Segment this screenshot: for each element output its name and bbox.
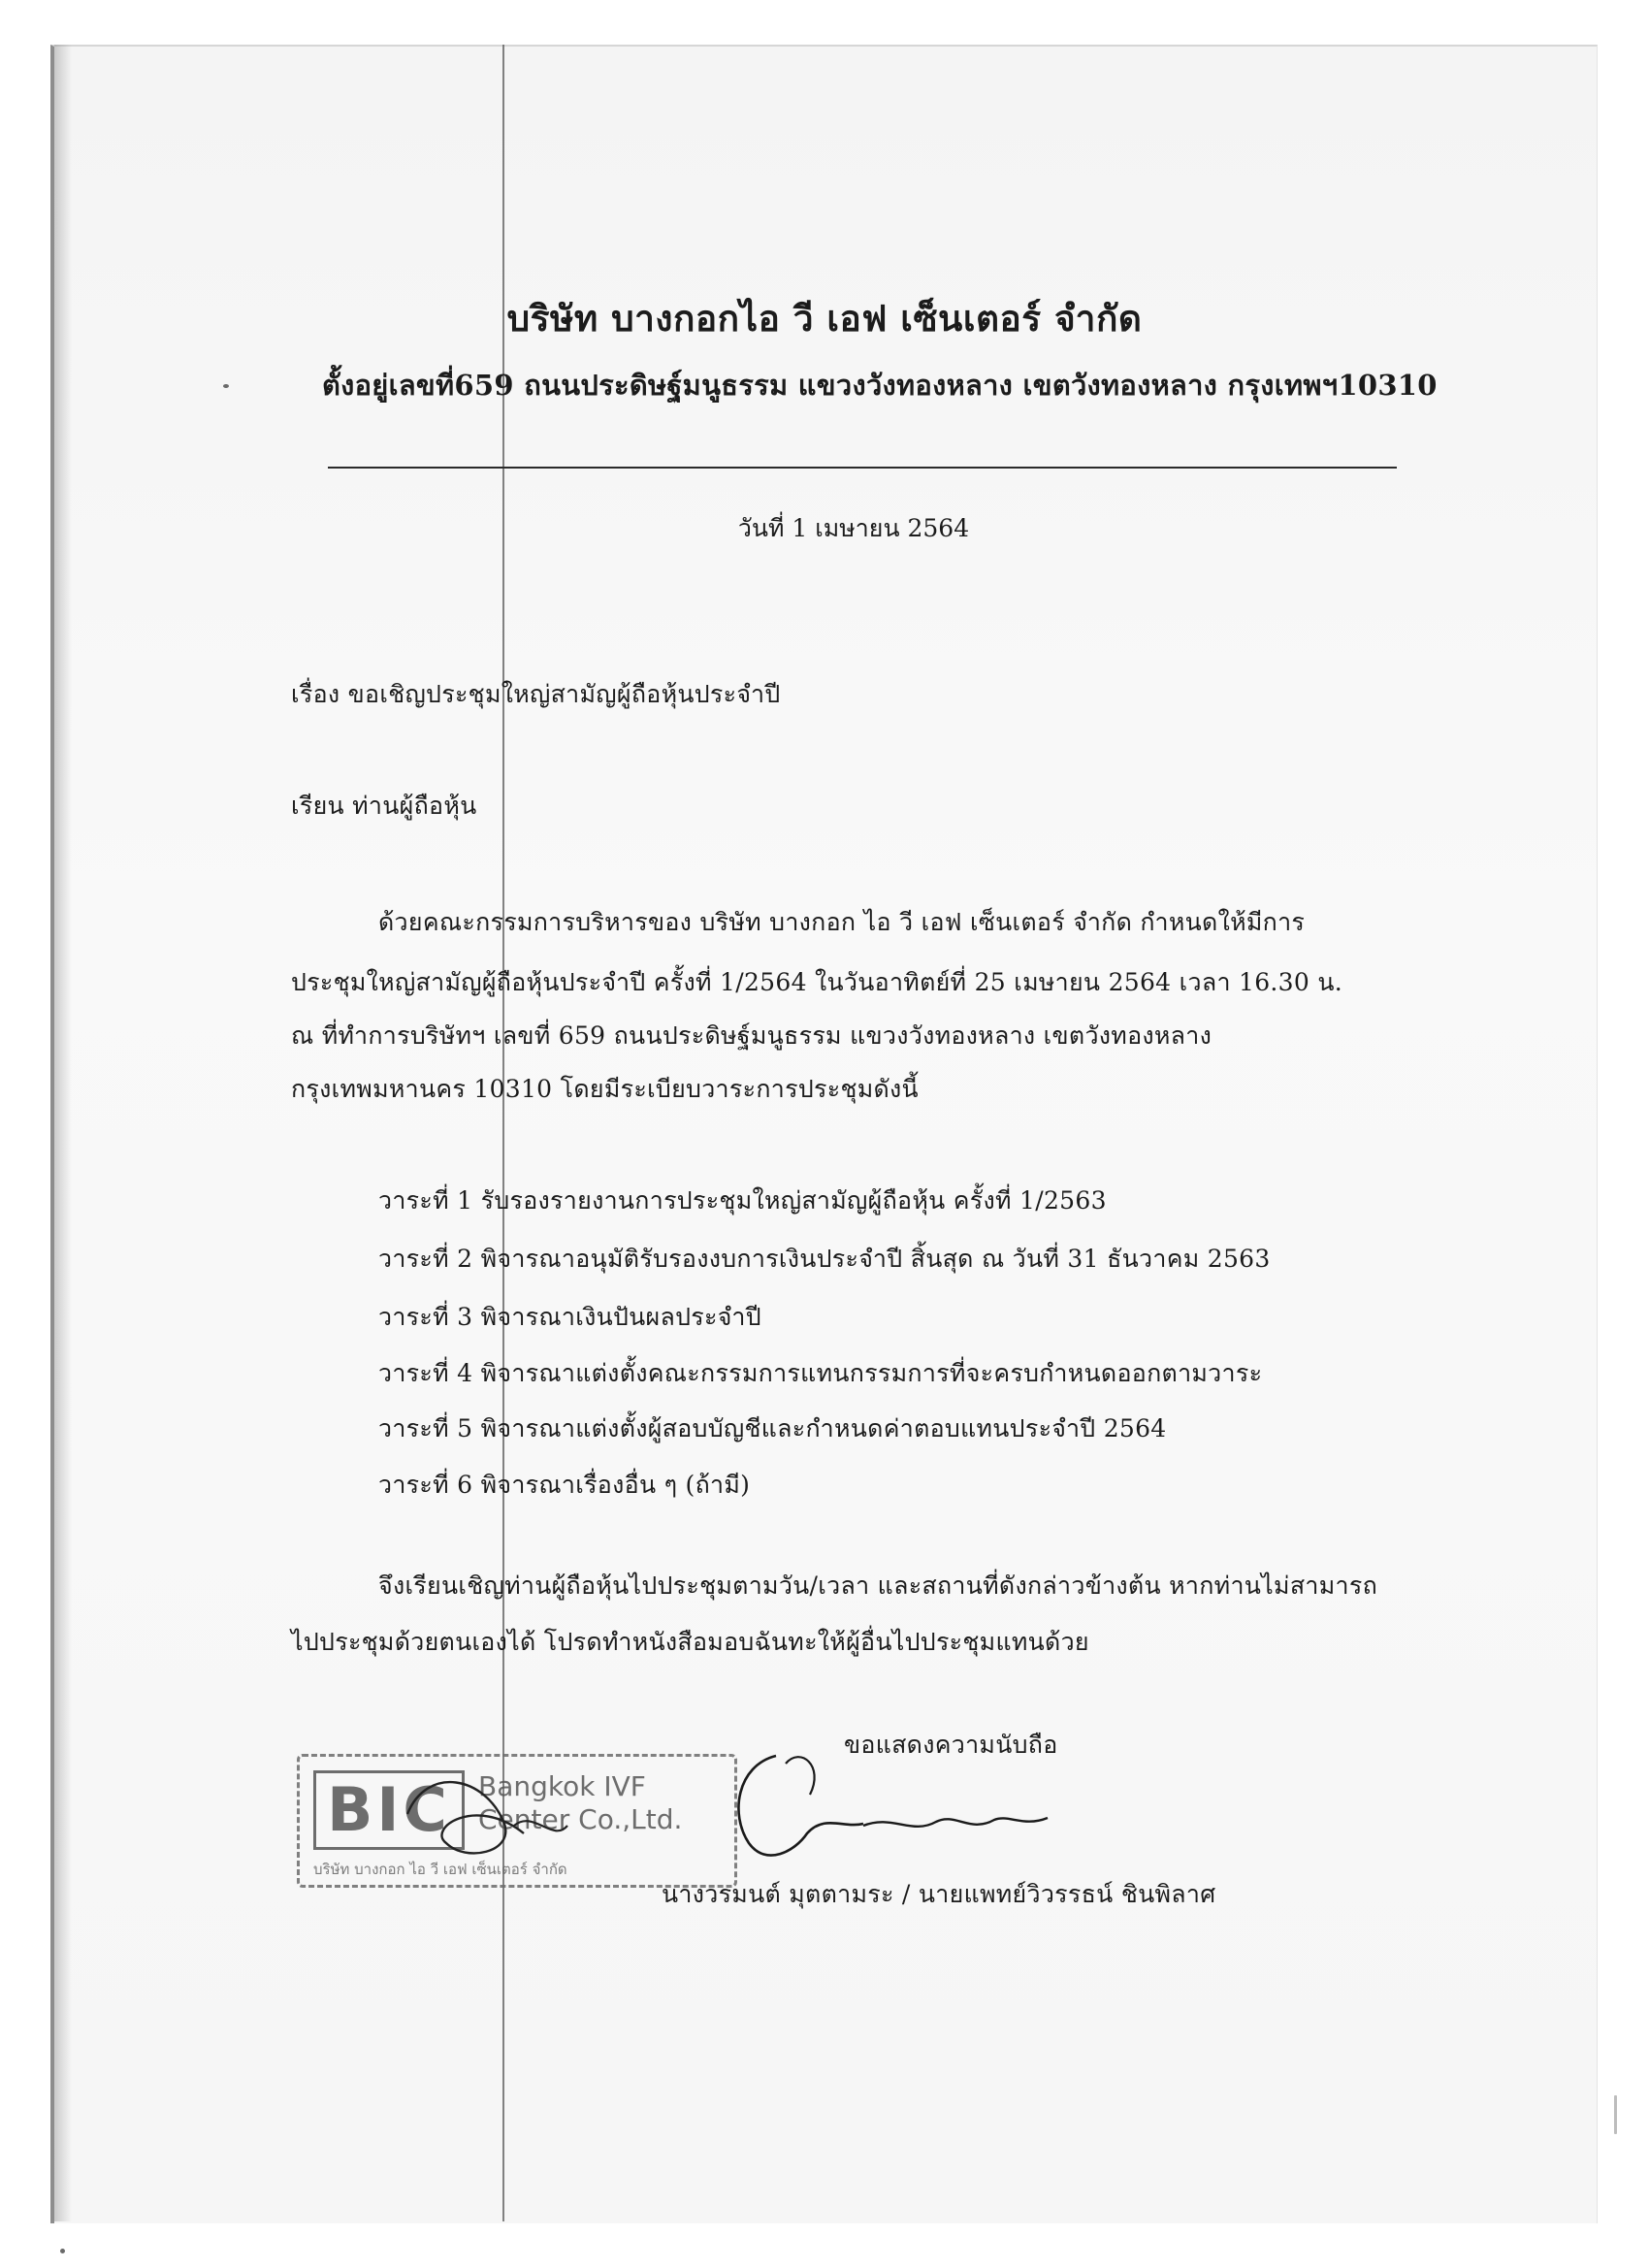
agenda-item-6: วาระที่ 6 พิจารณาเรื่องอื่น ๆ (ถ้ามี)	[378, 1471, 751, 1499]
agenda-item-1: วาระที่ 1 รับรองรายงานการประชุมใหญ่สามัญผู้ถือหุ้น ครั้งที่ 1/2563	[378, 1186, 1107, 1215]
stamp-thai-name: บริษัท บางกอก ไอ วี เอฟ เซ็นเตอร์ จำกัด	[313, 1861, 567, 1878]
conclusion-line-1: จึงเรียนเชิญท่านผู้ถือหุ้นไปประชุมตามวัน/เวลา และสถานที่ดังกล่าวข้างต้น หากท่านไม่สามารถ	[378, 1571, 1378, 1600]
salutation: เรียน ท่านผู้ถือหุ้น	[291, 792, 477, 820]
subject-line: เรื่อง ขอเชิญประชุมใหญ่สามัญผู้ถือหุ้นประจำปี	[291, 680, 781, 708]
intro-line-4: กรุงเทพมหานคร 10310 โดยมีระเบียบวาระการประชุมดังนี้	[291, 1075, 919, 1103]
signatory-names: นางวรมนต์ มุตตามระ / นายแพทย์วิวรรธน์ ชินพิลาศ	[662, 1880, 1216, 1908]
stamp-name-line-1: Bangkok IVF	[478, 1770, 646, 1802]
agenda-item-2: วาระที่ 2 พิจารณาอนุมัติรับรองงบการเงินประจำปี สิ้นสุด ณ วันที่ 31 ธันวาคม 2563	[378, 1245, 1271, 1273]
letterhead-divider	[328, 467, 1397, 469]
scan-speck	[60, 2249, 65, 2253]
scan-speck	[223, 384, 229, 388]
letter-date: วันที่ 1 เมษายน 2564	[737, 514, 970, 542]
stamp-name-line-2: Center Co.,Ltd.	[478, 1803, 683, 1835]
scan-edge-shadow	[54, 45, 72, 2221]
stamp-logo: BIC	[313, 1770, 465, 1850]
agenda-item-5: วาระที่ 5 พิจารณาแต่งตั้งผู้สอบบัญชีและกำหนดค่าตอบแทนประจำปี 2564	[378, 1414, 1167, 1442]
closing-phrase: ขอแสดงความนับถือ	[844, 1731, 1058, 1759]
conclusion-line-2: ไปประชุมด้วยตนเองได้ โปรดทำหนังสือมอบฉันทะให้ผู้อื่นไปประชุมแทนด้วย	[291, 1628, 1089, 1656]
intro-line-2: ประชุมใหญ่สามัญผู้ถือหุ้นประจำปี ครั้งที่ 1/2564 ในวันอาทิตย์ที่ 25 เมษายน 2564 เวลา 16.30 น.	[291, 968, 1342, 996]
scan-speck	[1614, 2095, 1617, 2134]
handwritten-signatures	[369, 1736, 1067, 1901]
intro-line-1: ด้วยคณะกรรมการบริหารของ บริษัท บางกอก ไอ วี เอฟ เซ็นเตอร์ จำกัด กำหนดให้มีการ	[378, 908, 1306, 936]
agenda-item-3: วาระที่ 3 พิจารณาเงินปันผลประจำปี	[378, 1303, 761, 1331]
agenda-item-4: วาระที่ 4 พิจารณาแต่งตั้งคณะกรรมการแทนกรรมการที่จะครบกำหนดออกตามวาระ	[378, 1359, 1263, 1387]
company-name: บริษัท บางกอกไอ วี เอฟ เซ็นเตอร์ จำกัด	[506, 297, 1143, 340]
company-address: ตั้งอยู่เลขที่659 ถนนประดิษฐ์มนูธรรม แขวงวังทองหลาง เขตวังทองหลาง กรุงเทพฯ10310	[322, 369, 1438, 402]
intro-line-3: ณ ที่ทำการบริษัทฯ เลขที่ 659 ถนนประดิษฐ์มนูธรรม แขวงวังทองหลาง เขตวังทองหลาง	[291, 1021, 1212, 1050]
